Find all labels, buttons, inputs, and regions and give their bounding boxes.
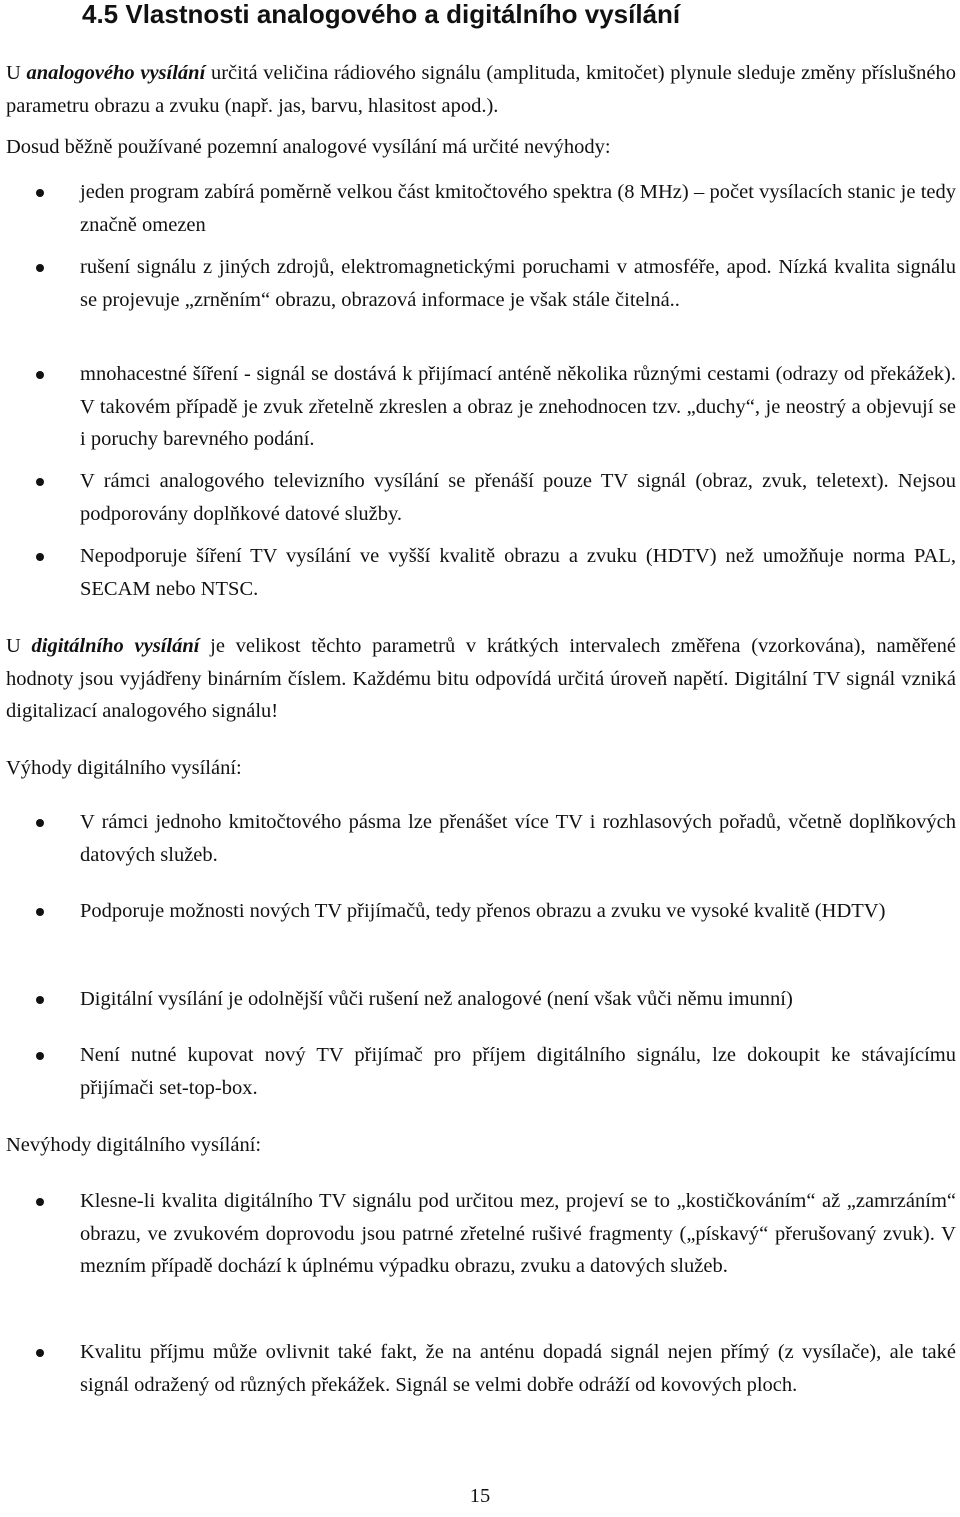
section-heading: 4.5 Vlastnosti analogového a digitálního vysílání [82,0,681,29]
digital-disadvantage-item [80,1336,956,1401]
analog-definition-paragraph [6,57,956,122]
bullet-icon [36,819,44,827]
analog-definition-text: určitá veličina rádiového signálu (amplituda, kmitočet) plynule sleduje změny příslušného parametru obrazu a zvuku (např. jas, barvu, hlasitost apod.). [6,62,956,117]
bullet-icon [36,189,44,197]
digital-definition-term: digitálního vysílání [31,635,200,657]
page-number: 15 [469,1485,491,1507]
bullet-icon [36,371,44,379]
digital-disadvantage-item [80,1185,956,1283]
analog-definition-term: analogového vysílání [26,62,206,84]
advantage-text: Digitální vysílání je odolnější vůči rušení než analogové (není však vůči němu imunní) [80,988,793,1010]
analog-disadvantage-item [80,251,956,316]
analog-disadvantage-item [80,465,956,530]
digital-definition-pre: U [6,635,32,657]
advantage-item [80,806,956,871]
bullet-icon [36,908,44,916]
digital-definition-text: je velikost těchto parametrů v krátkých intervalech změřena (vzorkována), naměřené hodnoty jsou vyjádřeny binárním číslem. Každému bitu odpovídá určitá úroveň napětí. Digitální TV signál vzniká digitalizací analogového signálu! [6,635,957,722]
bullet-icon [36,1349,44,1357]
advantage-text: V rámci jednoho kmitočtového pásma lze přenášet více TV i rozhlasových pořadů, včetně doplňkových datových služeb. [80,811,956,866]
analog-disadvantage-text: rušení signálu z jiných zdrojů, elektromagnetickými poruchami v atmosféře, apod. Nízká kvalita signálu se projevuje „zrněním“ obrazu, obrazová informace je však stále čitelná.. [80,256,956,311]
bullet-icon [36,1198,44,1206]
bullet-icon [36,996,44,1004]
advantage-item [80,1039,956,1104]
analog-disadvantage-item [80,176,956,241]
analog-disadvantages-intro: Dosud běžně používané pozemní analogové vysílání má určité nevýhody: [6,136,611,158]
bullet-icon [36,478,44,486]
bullet-icon [36,553,44,561]
analog-disadvantage-text: mnohacestné šíření - signál se dostává k přijímací anténě několika různými cestami (odrazy od překážek). V takovém případě je zvuk zřetelně zkreslen a obraz je znehodnocen tzv. „duchy“, je neostrý a objevují se i poruchy barevného podání. [80,363,956,450]
analog-disadvantage-item [80,540,956,605]
analog-disadvantage-item [80,358,956,456]
analog-disadvantage-text: V rámci analogového televizního vysílání se přenáší pouze TV signál (obraz, zvuk, teletext). Nejsou podporovány doplňkové datové služby. [80,470,956,525]
advantages-heading: Výhody digitálního vysílání: [6,757,242,779]
analog-disadvantage-text: jeden program zabírá poměrně velkou část kmitočtového spektra (8 MHz) – počet vysílacích stanic je tedy značně omezen [80,181,956,236]
advantage-text: Není nutné kupovat nový TV přijímač pro příjem digitálního signálu, lze dokoupit ke stávajícímu přijímači set-top-box. [80,1044,956,1099]
advantage-text: Podporuje možnosti nových TV přijímačů, tedy přenos obrazu a zvuku ve vysoké kvalitě (HDTV) [80,900,886,922]
digital-disadvantage-text: Klesne-li kvalita digitálního TV signálu pod určitou mez, projeví se to „kostičkováním“ až „zamrzáním“ obrazu, ve zvukovém doprovodu jsou patrné zřetelné rušivé fragmenty („pískavý“ přerušovaný zvuk). V mezním případě dochází k úplnému výpadku obrazu, zvuku a datových služeb. [80,1190,956,1277]
disadvantages-heading: Nevýhody digitálního vysílání: [6,1134,262,1156]
advantage-item [80,895,956,928]
analog-definition-pre: U [6,62,27,84]
advantage-item [80,983,956,1016]
bullet-icon [36,264,44,272]
digital-disadvantage-text: Kvalitu příjmu může ovlivnit také fakt, že na anténu dopadá signál nejen přímý (z vysílače), ale také signál odražený od různých překážek. Signál se velmi dobře odráží od kovových ploch. [80,1341,956,1396]
bullet-icon [36,1052,44,1060]
digital-definition-paragraph [6,630,956,728]
analog-disadvantage-text: Nepodporuje šíření TV vysílání ve vyšší kvalitě obrazu a zvuku (HDTV) než umožňuje norma PAL, SECAM nebo NTSC. [80,545,956,600]
